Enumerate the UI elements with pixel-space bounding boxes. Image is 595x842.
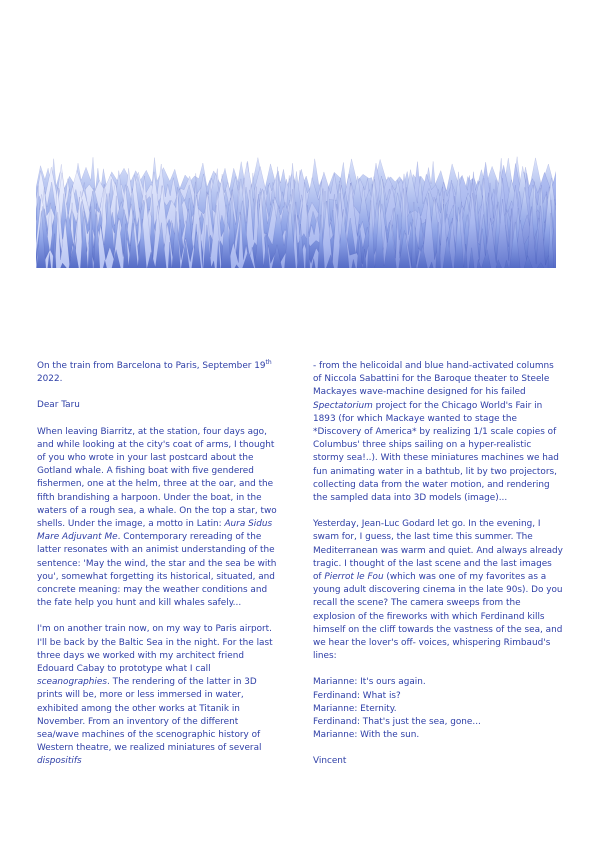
term-dispositifs: dispositifs <box>37 756 82 767</box>
paragraph-sceanographies: I'm on another train now, on my way to Paris airport. I'll be back by the Baltic Sea in the night. For the last three days we worked with my architect friend Edouard Cabay to prototype what I call sceanographies. The rendering of the latter in 3D prints will be, more or less immersed in water, exhibited among the other works at Titanik in November. From an inventory of the different sea/wave machines of the scenographic history of Western theatre, we realized miniatures of several dispositifs <box>37 624 273 767</box>
paragraph-biarritz: When leaving Biarritz, at the station, four days ago, and while looking at the city's coat of arms, I thought of you who wrote in your last postcard about the Gotland whale. A fishing boat with five gendered fishermen, one at the helm, three at the oar, and the fifth brandishing a harpoon. Under the boat, in the waters of a rough sea, a whale. On the top a star, two shells. Under the image, a motto in Latin: Aura Sidus Mare Adjuvant Me. Contemporary rereading of the latter resonates with an animist understanding of the sentence: 'May the wind, the star and the sea be with you', somewhat forgetting its historical, situated, and concrete meaning: may the weather conditions and the fate help you hunt and kill whales safely... <box>37 426 277 609</box>
dialogue-line: Marianne: It's ours again. <box>313 677 426 688</box>
term-spectatorium: Spectatorium <box>313 400 373 411</box>
greeting: Dear Taru <box>37 400 80 411</box>
latin-motto: Aura Sidus Mare Adjuvant Me <box>37 519 273 543</box>
dateline: On the train from Barcelona to Paris, September 19th 2022. <box>37 359 272 385</box>
sea-wave-render-image <box>36 118 556 278</box>
image-bottom-edge <box>36 268 556 278</box>
term-sceanographies: sceanographies <box>37 677 107 688</box>
paragraph-godard: Yesterday, Jean-Luc Godard let go. In the evening, I swam for, I guess, the last time this summer. The Mediterranean was warm and quiet. And always already tragic. I thought of the last scene and the last images of Pierrot le Fou (which was one of my favorites as a young adult discovering cinema in the late 90s). Do you recall the scene? The camera sweeps from the explosion of the fireworks with which Ferdinand kills himself on the cliff towards the vastness of the sea, and we hear the lover's off- voices, whispering Rimbaud's lines: <box>313 519 563 662</box>
paragraph-continued: - from the helicoidal and blue hand-activated columns of Niccola Sabattini for the Baroque theater to Steele Mackayes wave-machine designed for his failed Spectatorium project for the Chicago World's Fair in 1893 (for which Mackaye wanted to stage the *Discovery of America* by realizing 1/1 scale copies of Columbus' three ships sailing on a hyper-realistic stormy sea!..). With these miniatures machines we had fun animating water in a bathtub, lit by two projectors, collecting data from the water motion, and rendering the sampled data into 3D models (image)... <box>313 361 559 504</box>
dialogue-line: Marianne: Eternity. <box>313 703 397 714</box>
letter-left-column <box>37 360 282 782</box>
dialogue-block <box>313 676 563 742</box>
dialogue-line: Ferdinand: What is? <box>313 690 401 701</box>
signature: Vincent <box>313 756 347 767</box>
dialogue-line: Marianne: With the sun. <box>313 730 420 741</box>
letter-right-column <box>313 360 563 782</box>
film-title: Pierrot le Fou <box>324 572 384 583</box>
dialogue-line: Ferdinand: That's just the sea, gone... <box>313 717 481 728</box>
